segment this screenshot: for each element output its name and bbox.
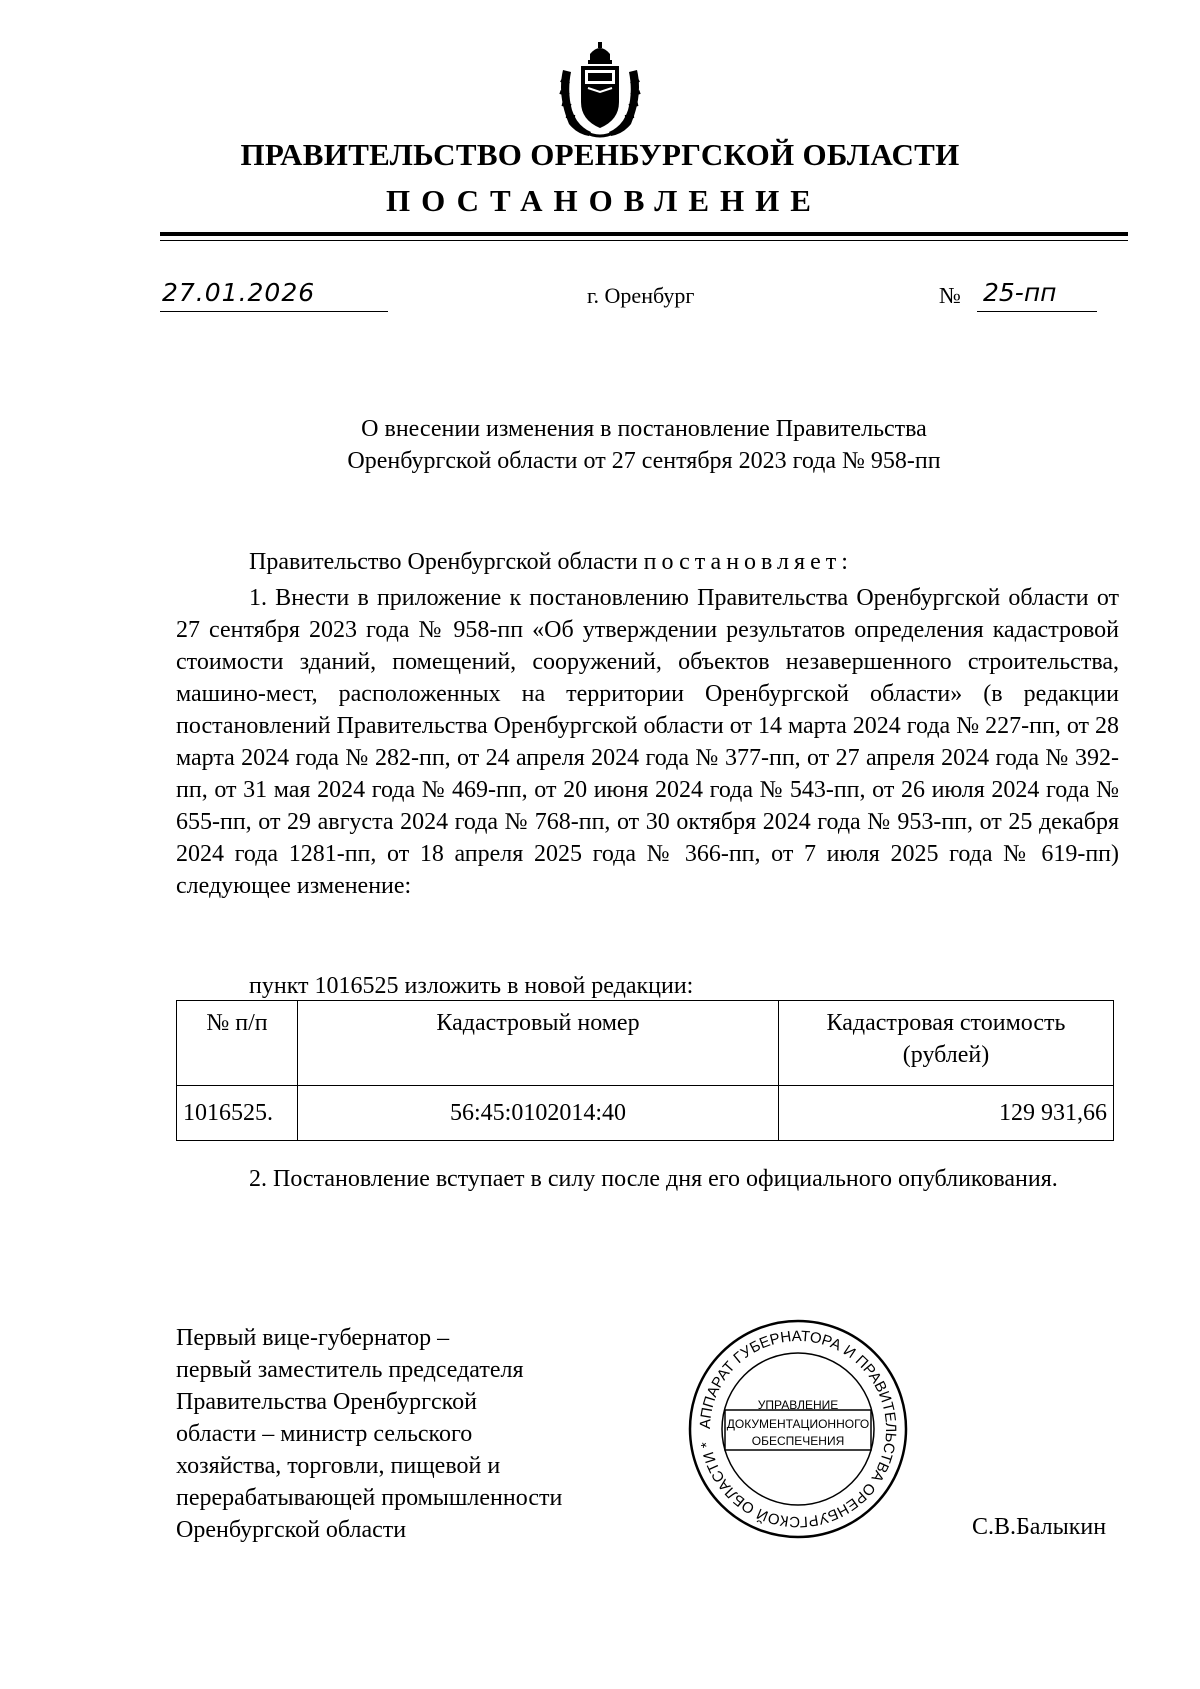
header-divider-thin: [160, 240, 1128, 241]
position-line: Первый вице-губернатор –: [176, 1325, 450, 1351]
document-subject: [160, 413, 1128, 477]
item-1-paragraph: 1. Внести в приложение к постановлению Правительства Оренбургской области от 27 сентября 2023 года № 958-пп «Об утверждении результатов определения кадастровой стоимости зданий, помещений, сооружений, объектов незавершенного строительства, машино-мест, расположенных на территории Оренбургской области» (в редакции постановлений Правительства Оренбургской области от 14 марта 2024 года № 227-пп, от 28 марта 2024 года № 282-пп, от 24 апреля 2024 года № 377-пп, от 27 апреля 2024 года № 392-пп, от 31 мая 2024 года № 469-пп, от 20 июня 2024 года № 543-пп, от 26 июля 2024 года № 655-пп, от 29 августа 2024 года № 768-пп, от 30 октября 2024 года № 953-пп, от 25 декабря 2024 года 1281-пп, от 18 апреля 2025 года № 366-пп, от 7 июля 2025 года № 619-пп) следующее изменение:: [176, 585, 1119, 899]
signatory-name: С.В.Балыкин: [972, 1514, 1107, 1540]
document-date: [160, 278, 390, 318]
position-line: области – министр сельского: [176, 1421, 473, 1447]
seal-center-line-1: УПРАВЛЕНИЕ: [757, 1398, 839, 1412]
government-title: ПРАВИТЕЛЬСТВО ОРЕНБУРГСКОЙ ОБЛАСТИ: [240, 137, 960, 172]
table-header-row: [177, 1001, 1114, 1086]
document-number: [939, 278, 1099, 318]
header-cadastral-cost: [779, 1001, 1114, 1086]
seal-ring-text: АППАРАТ ГУБЕРНАТОРА И ПРАВИТЕЛЬСТВА ОРЕНБУРГСКОЙ ОБЛАСТИ *: [696, 1327, 900, 1531]
seal-center-line-2: ДОКУМЕНТАЦИОННОГО: [726, 1417, 870, 1431]
position-line: хозяйства, торговли, пищевой и: [176, 1453, 501, 1479]
cell-cadastral-number: 56:45:0102014:40: [298, 1086, 779, 1141]
preamble: [249, 546, 853, 578]
document-city: г. Оренбург: [587, 283, 695, 308]
position-line: первый заместитель председателя: [176, 1357, 524, 1383]
document-number-value: 25-пп: [983, 278, 1057, 307]
cell-cadastral-cost: 129 931,66: [779, 1086, 1114, 1141]
subject-line-2: Оренбургской области от 27 сентября 2023 года № 958-пп: [347, 448, 941, 474]
item-2-paragraph: 2. Постановление вступает в силу после дня его официального опубликования.: [249, 1166, 1058, 1192]
document-date-value: 27.01.2026: [162, 278, 316, 307]
date-underline: [160, 311, 388, 312]
cadastral-table: [176, 1000, 1114, 1141]
preamble-text: Правительство Оренбургской области: [249, 549, 644, 575]
document-type-title: ПОСТАНОВЛЕНИЕ: [386, 183, 822, 218]
item-1-subline: пункт 1016525 изложить в новой редакции:: [249, 973, 694, 999]
seal-center-line-3: ОБЕСПЕЧЕНИЯ: [751, 1434, 845, 1448]
position-line: Правительства Оренбургской: [176, 1389, 477, 1415]
preamble-verb: постановляет:: [643, 549, 853, 575]
number-underline: [977, 311, 1097, 312]
official-seal-stamp: [687, 1318, 909, 1540]
cell-number: 1016525.: [177, 1086, 298, 1141]
signatory-position: [176, 1322, 676, 1546]
position-line: перерабатывающей промышленности: [176, 1485, 563, 1511]
header-cost-line-2: (рублей): [902, 1042, 990, 1068]
header-cost-line-1: Кадастровая стоимость: [826, 1010, 1066, 1036]
number-sign: №: [939, 283, 961, 308]
header-cadastral-number: Кадастровый номер: [298, 1001, 779, 1086]
coat-of-arms-emblem-icon: [555, 40, 645, 140]
header-divider-thick: [160, 232, 1128, 236]
header-number: № п/п: [177, 1001, 298, 1086]
subject-line-1: О внесении изменения в постановление Правительства: [361, 416, 927, 442]
position-line: Оренбургской области: [176, 1517, 407, 1543]
table-row: [177, 1086, 1114, 1141]
